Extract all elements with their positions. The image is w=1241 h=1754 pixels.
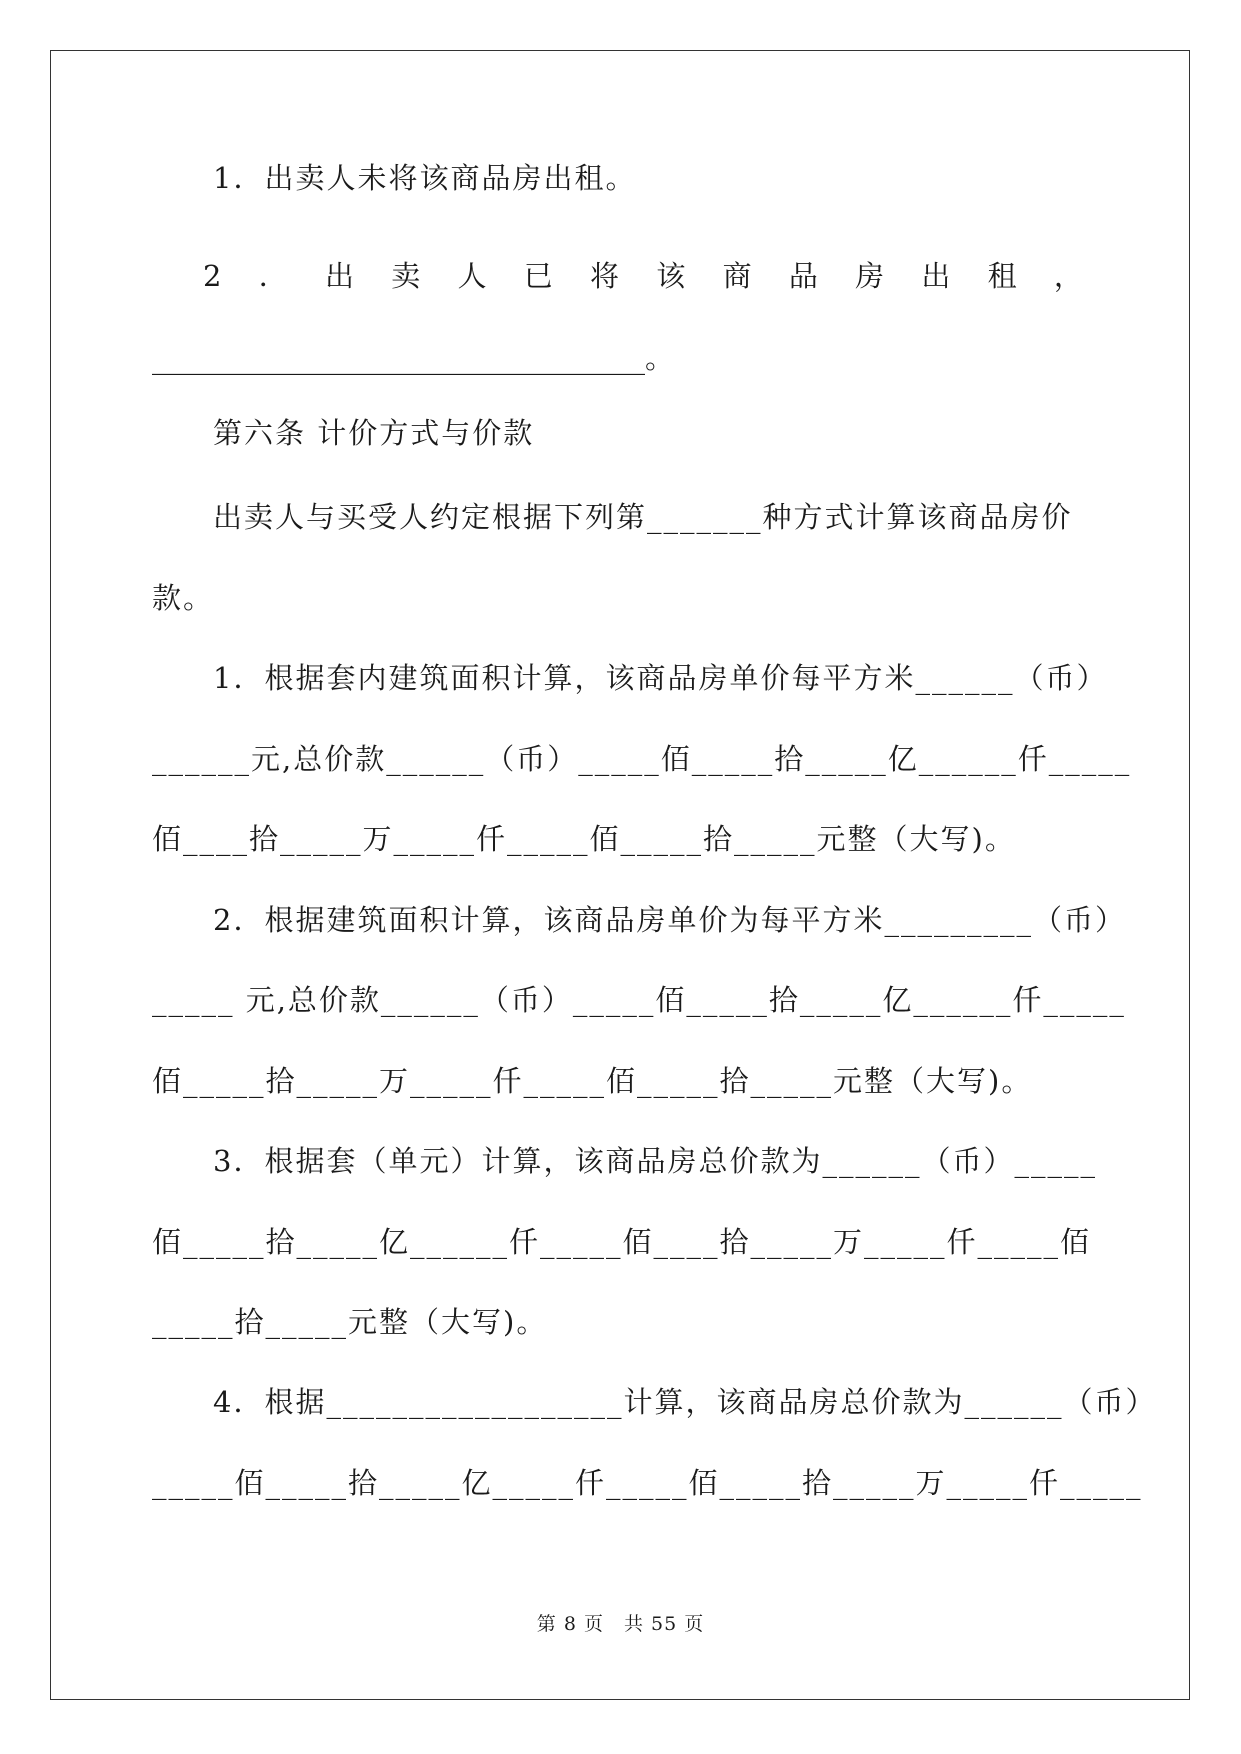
section-heading: 第六条 计价方式与价款 — [213, 416, 535, 450]
paragraph-line: 1．出卖人未将该商品房出租。 — [213, 161, 637, 195]
spaced-char: 品 — [788, 259, 818, 293]
spaced-char: ， — [1053, 259, 1083, 293]
paragraph-line: 佰_____拾_____万_____仟_____佰_____拾_____元整（大写)。 — [152, 1064, 1033, 1098]
paragraph-line: 4．根据__________________计算，该商品房总价款为______（币） — [213, 1385, 1157, 1419]
spaced-char: 将 — [590, 259, 620, 293]
spaced-char: 2 — [203, 259, 222, 293]
spaced-char: 该 — [656, 259, 686, 293]
spaced-char: 房 — [855, 259, 885, 293]
paragraph-line: 佰_____拾_____亿______仟_____佰____拾_____万_____仟_____佰 — [152, 1225, 1092, 1259]
spaced-char: 租 — [987, 259, 1017, 293]
spaced-char: ． — [258, 259, 288, 293]
page-number-footer: 第 8 页 共 55 页 — [536, 1613, 705, 1635]
spaced-char: 出 — [324, 259, 354, 293]
blank-fill-line: __________________________________。 — [152, 341, 675, 375]
page-border — [50, 50, 1190, 1700]
paragraph-line: 出卖人与买受人约定根据下列第_______种方式计算该商品房价 — [213, 500, 1073, 534]
paragraph-line: _____ 元,总价款______（币）_____佰_____拾_____亿______仟_____ — [152, 983, 1126, 1017]
paragraph-line: 3．根据套（单元）计算，该商品房总价款为______（币）_____ — [213, 1144, 1097, 1178]
paragraph-line: 款。 — [152, 581, 215, 615]
paragraph-line: 2．根据建筑面积计算，该商品房单价为每平方米_________（币） — [213, 903, 1126, 937]
spaced-char: 出 — [921, 259, 951, 293]
paragraph-line: 佰____拾_____万_____仟_____佰_____拾_____元整（大写)。 — [152, 822, 1016, 856]
paragraph-line: _____拾_____元整（大写)。 — [152, 1305, 548, 1339]
paragraph-line: ______元,总价款______（币）_____佰_____拾_____亿______仟_____ — [152, 742, 1132, 776]
paragraph-line: _____佰_____拾_____亿_____仟_____佰_____拾_____万_____仟_____ — [152, 1466, 1143, 1500]
paragraph-line: 1．根据套内建筑面积计算，该商品房单价每平方米______（币） — [213, 661, 1108, 695]
spaced-char: 人 — [457, 259, 487, 293]
spaced-paragraph-line — [203, 258, 1083, 294]
spaced-char: 卖 — [391, 259, 421, 293]
spaced-char: 商 — [722, 259, 752, 293]
spaced-char: 已 — [523, 259, 553, 293]
